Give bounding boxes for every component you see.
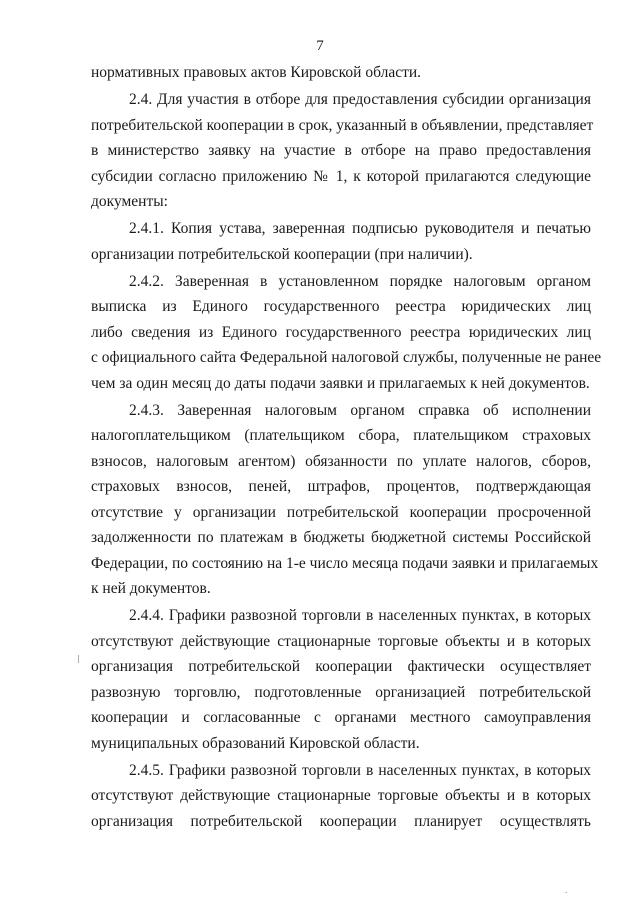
text-line: документы: [91, 193, 168, 210]
text-line: выписка из Единого государственного реестра юридических лиц [91, 298, 591, 315]
text-line: потребительской кооперации в срок, указанный в объявлении, представляет [91, 116, 594, 134]
text-line: 2.4.2. Заверенная в установленном порядке налоговым органом [129, 272, 591, 290]
text-line: организации потребительской кооперации (при наличии). [91, 245, 473, 263]
text-line: чем за один месяц до даты подачи заявки и прилагаемых к ней документов. [91, 374, 590, 392]
text-line: нормативных правовых актов Кировской области. [91, 64, 422, 81]
text-line: организация потребительской кооперации фактически осуществляет [91, 658, 591, 675]
text-line: налогоплательщиком (плательщиком сбора, плательщиком страховых [91, 427, 591, 444]
text-line: страховых взносов, пеней, штрафов, процентов, подтверждающая [91, 478, 591, 495]
text-line: 2.4.3. Заверенная налоговым органом справка об исполнении [129, 401, 591, 419]
text-line: организация потребительской кооперации планирует осуществлять [91, 812, 591, 830]
text-line: в министерство заявку на участие в отборе на право предоставления [91, 142, 591, 159]
text-line: субсидии согласно приложению № 1, к которой прилагаются следующие [91, 167, 591, 185]
text-line: кооперации и согласованные с органами местного самоуправления [91, 709, 591, 726]
text-line: 2.4.5. Графики развозной торговли в населенных пунктах, в которых [129, 761, 591, 779]
scan-artifact-mark [78, 655, 79, 663]
text-line: задолженности по платежам в бюджеты бюджетной системы Российской [91, 529, 591, 546]
text-line: 2.4.4. Графики развозной торговли в населенных пунктах, в которых [129, 607, 591, 624]
scan-artifact-dot: . [565, 885, 568, 895]
text-line: к ней документов. [91, 580, 211, 597]
text-line: 2.4. Для участия в отборе для предоставления субсидии организация [129, 91, 591, 108]
text-line: развозную торговлю, подготовленные организацией потребительской [91, 683, 591, 701]
text-line: либо сведения из Единого государственного реестра юридических лиц [91, 323, 591, 341]
text-line: отсутствуют действующие стационарные торговые объекты и в которых [91, 632, 591, 650]
text-line: отсутствуют действующие стационарные торговые объекты и в которых [91, 787, 591, 804]
text-line: муниципальных образований Кировской области. [91, 734, 420, 752]
text-line: взносов, налоговым агентом) обязанности по уплате налогов, сборов, [91, 452, 591, 470]
page-number: 7 [316, 38, 324, 54]
text-line: отсутствие у организации потребительской кооперации просроченной [91, 503, 591, 521]
text-line: 2.4.1. Копия устава, заверенная подписью руководителя и печатью [129, 220, 591, 237]
text-line: с официального сайта Федеральной налоговой службы, полученные не ранее [91, 349, 602, 366]
text-line: Федерации, по состоянию на 1-е число месяца подачи заявки и прилагаемых [91, 554, 599, 572]
